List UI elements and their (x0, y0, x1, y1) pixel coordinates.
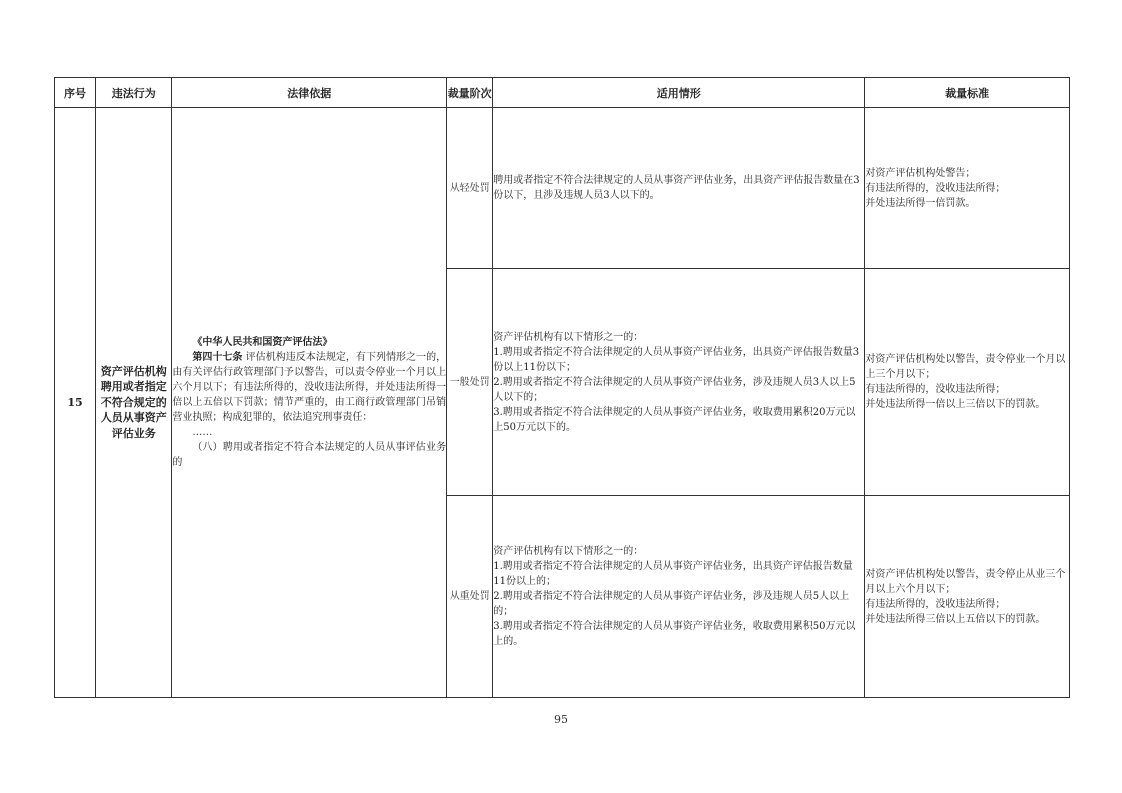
situation-line: 2.聘用或者指定不符合法律规定的人员从事资产评估业务，涉及违规人员5人以上的； (493, 591, 850, 617)
level-heavy: 从重处罚 (447, 496, 493, 698)
standard-line: 有违法所得的，没收违法所得； (865, 182, 1006, 194)
header-law: 法律依据 (172, 78, 447, 108)
legal-basis (172, 108, 447, 698)
standard-light (865, 108, 1070, 269)
standard-line: 并处违法所得三倍以上五倍以下的罚款。 (865, 613, 1046, 625)
standard-line: 并处违法所得一倍以上三倍以下的罚款。 (865, 399, 1046, 410)
row-number: 15 (55, 108, 96, 698)
level-general: 一般处罚 (447, 269, 493, 496)
header-level: 裁量阶次 (447, 78, 493, 108)
header-act: 违法行为 (96, 78, 172, 108)
discretion-standard-table (54, 77, 1070, 698)
situation-heavy (493, 496, 865, 698)
situation-line: 2.聘用或者指定不符合法律规定的人员从事资产评估业务，涉及违规人员3人以上5人以下的； (493, 376, 856, 403)
header-situation: 适用情形 (493, 78, 865, 108)
standard-line: 对资产评估机构处以警告，责令停业一个月以上三个月以下； (865, 354, 1066, 380)
standard-general (865, 269, 1070, 496)
situation-general (493, 269, 865, 496)
violation-act: 资产评估机构聘用或者指定不符合规定的人员从事资产评估业务 (96, 108, 172, 698)
situation-line: 1.聘用或者指定不符合法律规定的人员从事资产评估业务，出具资产评估报告数量11份以上的； (493, 561, 853, 587)
page-number: 95 (554, 713, 568, 726)
situation-light (493, 108, 865, 269)
law-text: 评估机构违反本法规定，有下列情形之一的，由有关评估行政管理部门予以警告，可以责令停业一个月以上六个月以下；有违法所得的，没收违法所得，并处违法所得一倍以上五倍以下罚款；情节严重的，由工商行政管理部门吊销营业执照；构成犯罪的，依法追究刑事责任： (172, 352, 447, 423)
situation-line: 3.聘用或者指定不符合法律规定的人员从事资产评估业务，收取费用累积20万元以上50万元以下的。 (493, 406, 856, 433)
standard-line: 并处违法所得一倍罚款。 (865, 197, 976, 209)
law-title: 《中华人民共和国资产评估法》 (192, 337, 333, 348)
law-ellipsis: …… (192, 427, 213, 438)
situation-line: 资产评估机构有以下情形之一的： (493, 546, 644, 557)
law-item: （八）聘用或者指定不符合本法规定的人员从事评估业务的 (172, 442, 447, 468)
standard-line: 对资产评估机构处警告； (865, 167, 976, 179)
law-article: 第四十七条 (192, 352, 243, 363)
situation-line: 资产评估机构有以下情形之一的： (493, 331, 644, 343)
table-header-row (55, 78, 1070, 108)
situation-line: 聘用或者指定不符合法律规定的人员从事资产评估业务，出具资产评估报告数量在3份以下，且涉及违规人员3人以下的。 (493, 175, 860, 201)
header-standard: 裁量标准 (865, 78, 1070, 108)
table-row (55, 108, 1070, 269)
header-no: 序号 (55, 78, 96, 108)
situation-line: 1.聘用或者指定不符合法律规定的人员从事资产评估业务，出具资产评估报告数量3份以上11份以下； (493, 346, 860, 373)
situation-line: 3.聘用或者指定不符合法律规定的人员从事资产评估业务，收取费用累积50万元以上的。 (493, 621, 856, 647)
standard-line: 有违法所得的，没收违法所得； (865, 384, 1006, 395)
standard-line: 有违法所得的，没收违法所得； (865, 598, 1006, 610)
level-light: 从轻处罚 (447, 108, 493, 269)
law-paragraph (172, 350, 446, 425)
standard-line: 对资产评估机构处以警告，责令停止从业三个月以上六个月以下； (865, 568, 1066, 595)
standard-heavy (865, 496, 1070, 698)
